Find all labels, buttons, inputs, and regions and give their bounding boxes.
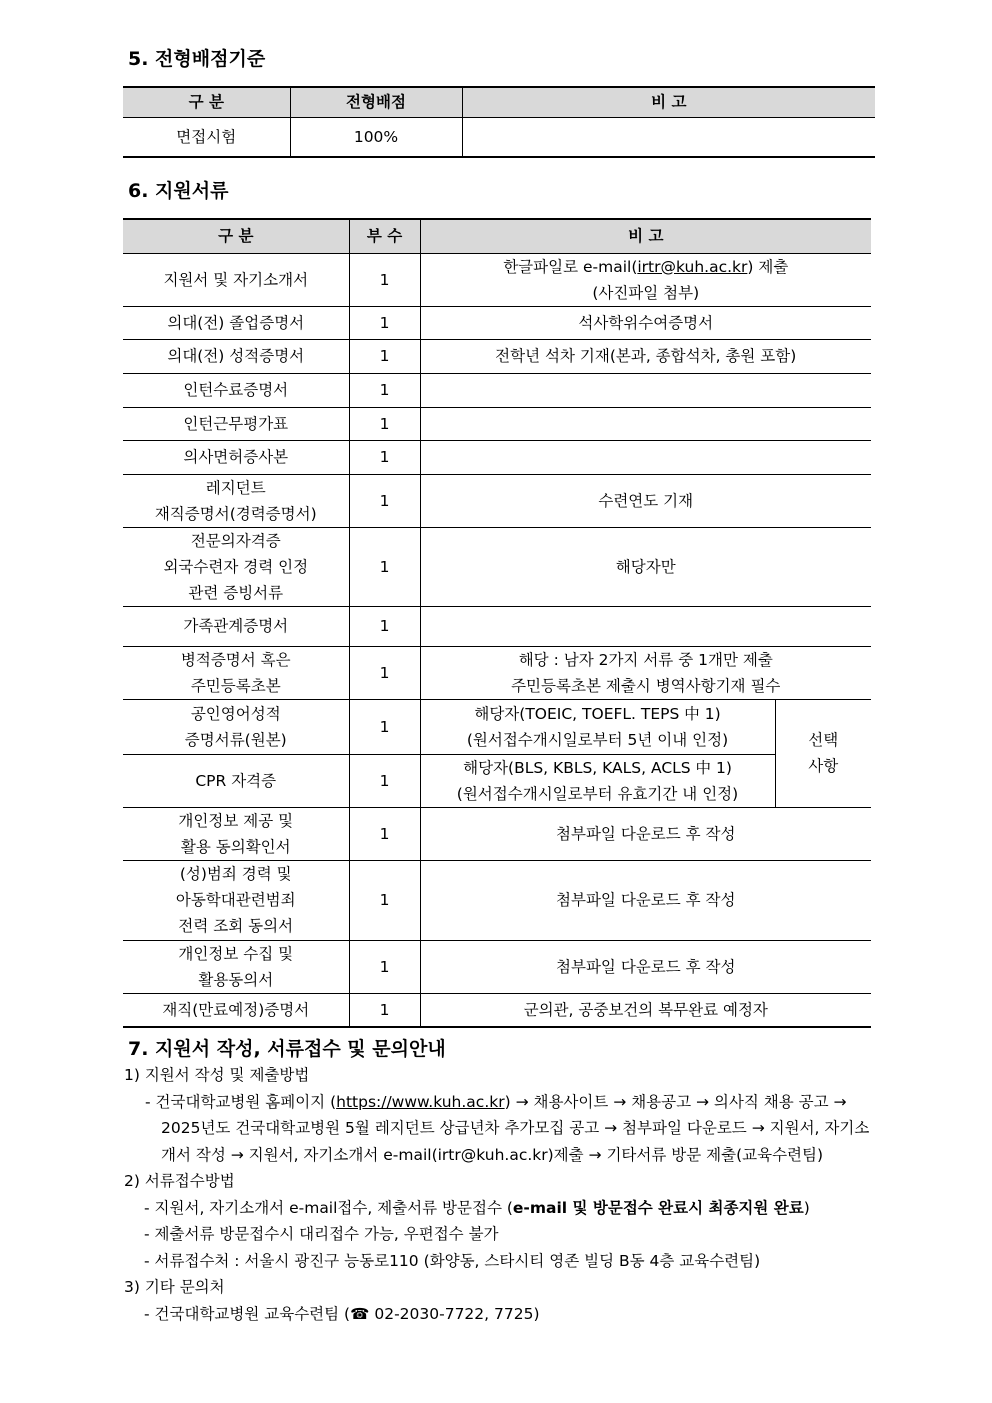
table-row: [123, 306, 871, 339]
score-type: 면접시험: [123, 117, 290, 157]
doc-count: 1: [349, 339, 420, 373]
optional-label: 선택 사항: [775, 699, 871, 807]
doc-count: 1: [349, 373, 420, 407]
table-row: [123, 606, 871, 646]
doc-name: 개인정보 제공 및 활용 동의확인서: [123, 807, 349, 860]
doc-note: 수련연도 기재: [420, 474, 871, 527]
table-row: [123, 373, 871, 407]
doc-note: 해당자만: [420, 527, 871, 606]
score-table: [123, 86, 875, 158]
doc-note: 첨부파일 다운로드 후 작성: [420, 860, 871, 940]
phone-icon: ☎: [350, 1304, 370, 1323]
table-row: [123, 807, 871, 860]
table-row: [123, 440, 871, 474]
doc-note: [420, 606, 871, 646]
doc-note: [420, 440, 871, 474]
doc-count: 1: [349, 993, 420, 1027]
doc-note: 전학년 석차 기재(본과, 종합석차, 총원 포함): [420, 339, 871, 373]
item2-detail-a-bold: e-mail 및 방문접수 완료시 최종지원 완료: [512, 1198, 804, 1217]
homepage-link[interactable]: https://www.kuh.ac.kr: [336, 1092, 505, 1111]
score-header-type: 구 분: [123, 87, 290, 117]
doc-note: 해당자(TOEIC, TOEFL. TEPS 中 1) (원서접수개시일로부터 5년 이내 인정): [420, 699, 775, 754]
doc-note: 군의관, 공중보건의 복무완료 예정자: [420, 993, 871, 1027]
doc-note: [420, 253, 871, 306]
doc-note: 첨부파일 다운로드 후 작성: [420, 807, 871, 860]
item2-detail-b: - 제출서류 방문접수시 대리접수 가능, 우편접수 불가: [144, 1225, 499, 1243]
doc-count: 1: [349, 860, 420, 940]
score-header-score: 전형배점: [290, 87, 462, 117]
doc-name: 공인영어성적 증명서류(원본): [123, 699, 349, 754]
doc-count: 1: [349, 440, 420, 474]
table-row: [123, 940, 871, 993]
doc-count: 1: [349, 754, 420, 807]
item1-detail: [124, 1089, 876, 1169]
item3-detail-pre: - 건국대학교병원 교육수련팀 (: [144, 1304, 351, 1323]
doc-name: 인턴수료증명서: [123, 373, 349, 407]
doc-name: 레지던트 재직증명서(경력증명서): [123, 474, 349, 527]
doc-note: 석사학위수여증명서: [420, 306, 871, 339]
doc-count: 1: [349, 699, 420, 754]
table-row: [123, 699, 871, 754]
doc-count: 1: [349, 306, 420, 339]
doc-name: 병적증명서 혹은 주민등록초본: [123, 646, 349, 699]
table-row: [123, 407, 871, 440]
doc-note-pre: 한글파일로 e-mail(: [503, 257, 638, 276]
email-link[interactable]: irtr@kuh.ac.kr: [637, 257, 748, 276]
doc-count: 1: [349, 807, 420, 860]
section7-title: 7. 지원서 작성, 서류접수 및 문의안내: [128, 1038, 446, 1060]
doc-count: 1: [349, 474, 420, 527]
table-row: [123, 253, 871, 306]
doc-name: CPR 자격증: [123, 754, 349, 807]
doc-note: 해당자(BLS, KBLS, KALS, ACLS 中 1) (원서접수개시일로부터 유효기간 내 인정): [420, 754, 775, 807]
item3-detail-post: 02-2030-7722, 7725): [369, 1304, 540, 1323]
item2-detail-a-post: ): [803, 1198, 810, 1217]
doc-name: 의대(전) 성적증명서: [123, 339, 349, 373]
doc-name: 가족관계증명서: [123, 606, 349, 646]
doc-count: 1: [349, 940, 420, 993]
doc-name: 인턴근무평가표: [123, 407, 349, 440]
score-value: 100%: [290, 117, 462, 157]
table-row: [123, 339, 871, 373]
doc-count: 1: [349, 527, 420, 606]
doc-count: 1: [349, 646, 420, 699]
item3-detail: [124, 1301, 876, 1328]
doc-name: 지원서 및 자기소개서: [123, 253, 349, 306]
item3-heading: 3) 기타 문의처: [124, 1278, 225, 1296]
item2-heading: 2) 서류접수방법: [124, 1172, 235, 1190]
docs-header-note: 비 고: [420, 219, 871, 253]
table-row: [123, 993, 871, 1027]
doc-name: 의사면허증사본: [123, 440, 349, 474]
score-note: [462, 117, 875, 157]
item2-detail-a-pre: - 지원서, 자기소개서 e-mail접수, 제출서류 방문접수 (: [144, 1198, 513, 1217]
doc-note: [420, 373, 871, 407]
table-row: [123, 527, 871, 606]
doc-name: 개인정보 수집 및 활용동의서: [123, 940, 349, 993]
score-header-note: 비 고: [462, 87, 875, 117]
doc-note: 첨부파일 다운로드 후 작성: [420, 940, 871, 993]
doc-count: 1: [349, 407, 420, 440]
section7-body: [124, 1062, 876, 1327]
table-row: [123, 646, 871, 699]
item1-heading: 1) 지원서 작성 및 제출방법: [124, 1066, 310, 1084]
doc-note: [420, 407, 871, 440]
documents-table: [123, 218, 871, 1028]
table-row: [123, 474, 871, 527]
doc-note-post: ) 제출 (사진파일 첨부): [592, 257, 789, 302]
doc-name: 전문의자격증 외국수련자 경력 인정 관련 증빙서류: [123, 527, 349, 606]
docs-header-count: 부 수: [349, 219, 420, 253]
doc-count: 1: [349, 253, 420, 306]
doc-name: 재직(만료예정)증명서: [123, 993, 349, 1027]
table-row: [123, 754, 871, 807]
doc-count: 1: [349, 606, 420, 646]
section6-title: 6. 지원서류: [128, 180, 229, 202]
item1-detail-pre: - 건국대학교병원 홈페이지 (: [145, 1092, 337, 1111]
section5-title: 5. 전형배점기준: [128, 48, 266, 70]
item1-detail-post: ) → 채용사이트 → 채용공고 → 의사직 채용 공고 → 2025년도 건국대학교병원 5월 레지던트 상급년차 추가모집 공고 → 첨부파일 다운로드 → 지원서, 자기소개서 작성 → 지원서, 자기소개서 e-mail(irtr@kuh.ac.kr)제출 → 기타서류 방문 제출(교육수련팀): [161, 1092, 870, 1164]
doc-name: 의대(전) 졸업증명서: [123, 306, 349, 339]
item2-detail-a: [124, 1195, 876, 1222]
doc-note: 해당 : 남자 2가지 서류 중 1개만 제출 주민등록초본 제출시 병역사항기재 필수: [420, 646, 871, 699]
table-row: [123, 860, 871, 940]
item2-detail-c: - 서류접수처 : 서울시 광진구 능동로110 (화양동, 스타시티 영존 빌딩 B동 4층 교육수련팀): [144, 1251, 761, 1270]
doc-name: (성)범죄 경력 및 아동학대관련범죄 전력 조회 동의서: [123, 860, 349, 940]
docs-header-type: 구 분: [123, 219, 349, 253]
